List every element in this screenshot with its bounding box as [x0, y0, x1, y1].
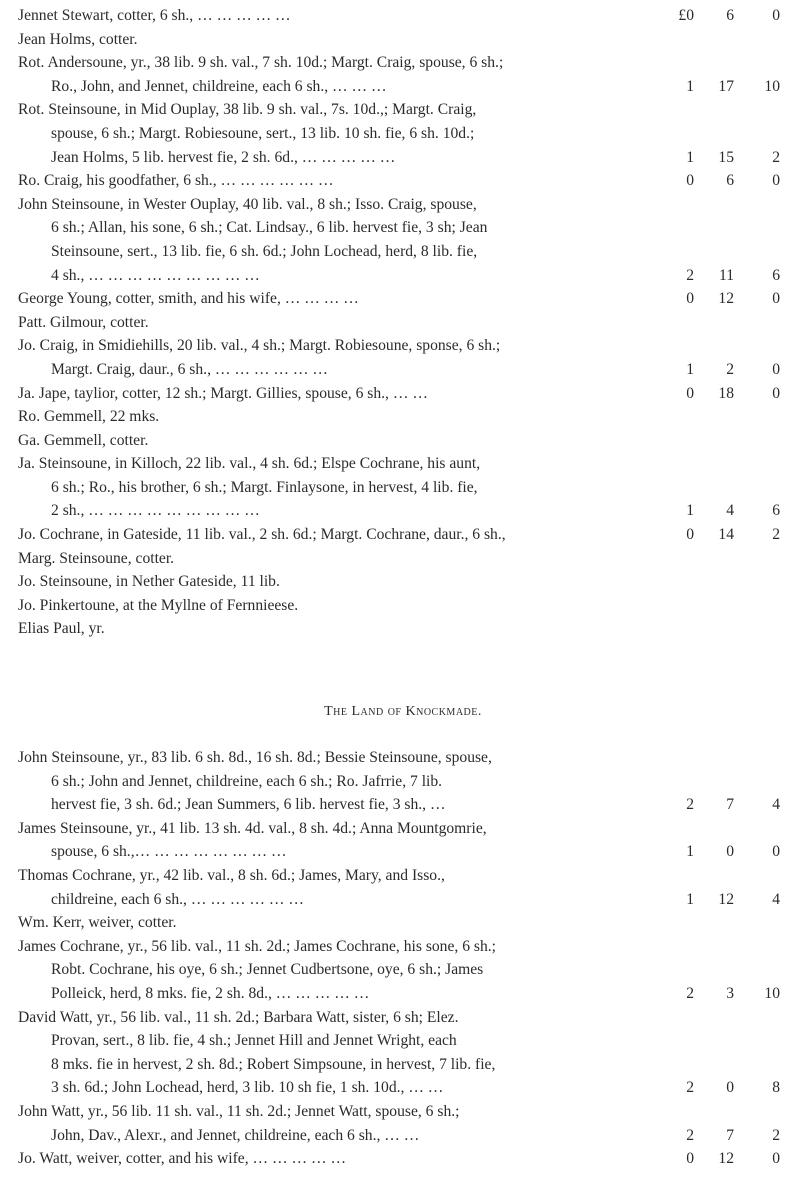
entry-text: Ro., John, and Jennet, childreine, each 6 sh., … … … [51, 77, 387, 95]
entry-line [18, 817, 788, 841]
entry-line [18, 1124, 788, 1148]
entry-line [18, 547, 788, 571]
amount-pence: 0 [772, 384, 780, 402]
entry-text: hervest fie, 3 sh. 6d.; Jean Summers, 6 lib. hervest fie, 3 sh., … [51, 796, 446, 814]
amount-pence: 0 [772, 7, 780, 24]
entry-line [18, 429, 788, 453]
amount-pence: 2 [772, 526, 780, 544]
entry-text: Jo. Cochrane, in Gateside, 11 lib. val., 2 sh. 6d.; Margt. Cochrane, daur., 6 sh., [18, 526, 506, 544]
entry-line [18, 452, 788, 476]
entry-text: 2 sh., … … … … … … … … … [51, 502, 260, 520]
ledger-entry [18, 570, 788, 594]
entry-text: Margt. Craig, daur., 6 sh., … … … … … … [51, 360, 328, 378]
amount-shillings: 12 [718, 1150, 734, 1168]
entry-line [18, 193, 788, 217]
amount-pounds: 1 [686, 502, 694, 520]
amount-shillings: 6 [726, 7, 734, 24]
amount-pounds: 2 [686, 796, 694, 814]
entry-line [18, 75, 788, 99]
entry-text: 3 sh. 6d.; John Lochead, herd, 3 lib. 10 sh fie, 1 sh. 10d., … … [51, 1079, 444, 1097]
ledger-entry [18, 28, 788, 52]
entry-text: Jennet Stewart, cotter, 6 sh., … … … … … [18, 7, 291, 24]
entry-line [18, 240, 788, 264]
amount [670, 793, 780, 817]
ledger-entry [18, 1006, 788, 1100]
amount-shillings: 4 [726, 502, 734, 520]
amount [670, 287, 780, 311]
entry-text: 8 mks. fie in hervest, 2 sh. 8d.; Robert Simpsoune, in hervest, 7 lib. fie, [51, 1055, 496, 1073]
amount-pence: 0 [772, 843, 780, 861]
amount-pounds: 1 [686, 890, 694, 908]
entry-line [18, 28, 788, 52]
ledger-entry [18, 817, 788, 864]
entry-text: Polleick, herd, 8 mks. fie, 2 sh. 8d., … … … … … [51, 984, 370, 1002]
entry-line [18, 888, 788, 912]
ledger-entry [18, 287, 788, 311]
entry-line [18, 264, 788, 288]
ledger-entry [18, 51, 788, 98]
entry-text: Thomas Cochrane, yr., 42 lib. val., 8 sh. 6d.; James, Mary, and Isso., [18, 866, 445, 884]
amount-shillings: 17 [718, 77, 734, 95]
amount-shillings: 7 [726, 1126, 734, 1144]
entry-text: Marg. Steinsoune, cotter. [18, 549, 175, 567]
amount-pence: 10 [764, 77, 780, 95]
entry-line [18, 122, 788, 146]
amount [670, 499, 780, 523]
ledger-entry [18, 746, 788, 817]
entry-line [18, 570, 788, 594]
ledger-entry [18, 935, 788, 1006]
amount [670, 1076, 780, 1100]
entry-text: John, Dav., Alexr., and Jennet, childreine, each 6 sh., … … [51, 1126, 420, 1144]
entry-text: James Cochrane, yr., 56 lib. val., 11 sh. 2d.; James Cochrane, his sone, 6 sh.; [18, 937, 496, 955]
amount [670, 1147, 780, 1171]
ledger-entry [18, 405, 788, 429]
entry-line [18, 1100, 788, 1124]
entry-line [18, 216, 788, 240]
amount [670, 358, 780, 382]
ledger-entry [18, 1100, 788, 1147]
amount-pounds: 2 [686, 1079, 694, 1097]
entry-text: Jo. Steinsoune, in Nether Gateside, 11 lib. [18, 573, 280, 591]
ledger-entry [18, 311, 788, 335]
entry-line [18, 1147, 788, 1171]
entry-line [18, 523, 788, 547]
amount-shillings: 2 [726, 360, 734, 378]
entry-line [18, 982, 788, 1006]
ledger-entry [18, 547, 788, 571]
amount-pence: 0 [772, 360, 780, 378]
ledger-entry [18, 452, 788, 523]
entry-text: George Young, cotter, smith, and his wife, … … … … [18, 290, 359, 308]
amount-shillings: 0 [726, 1079, 734, 1097]
entry-line [18, 405, 788, 429]
entry-text: Robt. Cochrane, his oye, 6 sh.; Jennet Cudbertsone, oye, 6 sh.; James [51, 961, 484, 979]
entry-text: 6 sh.; Ro., his brother, 6 sh.; Margt. Finlaysone, in hervest, 4 lib. fie, [51, 478, 478, 496]
amount [670, 75, 780, 99]
amount [670, 146, 780, 170]
entry-text: childreine, each 6 sh., … … … … … … [51, 890, 304, 908]
amount-pence: 4 [772, 890, 780, 908]
amount [670, 4, 780, 28]
amount-pence: 8 [772, 1079, 780, 1097]
entry-text: David Watt, yr., 56 lib. val., 11 sh. 2d.; Barbara Watt, sister, 6 sh; Elez. [18, 1008, 459, 1026]
entry-text: Jean Holms, 5 lib. hervest fie, 2 sh. 6d., … … … … … [51, 148, 396, 166]
amount [670, 523, 780, 547]
amount-pence: 0 [772, 172, 780, 190]
amount-pounds: £0 [678, 7, 694, 24]
entry-text: Ja. Steinsoune, in Killoch, 22 lib. val., 4 sh. 6d.; Elspe Cochrane, his aunt, [18, 455, 481, 473]
entry-line [18, 169, 788, 193]
entry-text: Ro. Gemmell, 22 mks. [18, 408, 160, 426]
ledger-entry [18, 382, 788, 406]
amount-shillings: 12 [718, 890, 734, 908]
entry-text: James Steinsoune, yr., 41 lib. 13 sh. 4d. val., 8 sh. 4d.; Anna Mountgomrie, [18, 819, 487, 837]
amount-pence: 4 [772, 796, 780, 814]
amount-pence: 10 [764, 984, 780, 1002]
amount-pounds: 1 [686, 360, 694, 378]
amount-pence: 6 [772, 266, 780, 284]
entry-line [18, 1006, 788, 1030]
entry-line [18, 958, 788, 982]
amount [670, 169, 780, 193]
amount [670, 982, 780, 1006]
entry-line [18, 382, 788, 406]
entry-text: Jean Holms, cotter. [18, 30, 138, 48]
ledger-entry [18, 594, 788, 618]
entry-line [18, 935, 788, 959]
ledger-entry [18, 911, 788, 935]
amount-shillings: 15 [718, 148, 734, 166]
entry-line [18, 1053, 788, 1077]
amount-shillings: 0 [726, 843, 734, 861]
amount [670, 1124, 780, 1148]
entry-line [18, 311, 788, 335]
entry-line [18, 746, 788, 770]
entry-text: Patt. Gilmour, cotter. [18, 313, 149, 331]
entry-line [18, 98, 788, 122]
entry-line [18, 770, 788, 794]
entry-text: 4 sh., … … … … … … … … … [51, 266, 260, 284]
entry-line [18, 864, 788, 888]
amount-pence: 0 [772, 1150, 780, 1168]
amount-pounds: 1 [686, 843, 694, 861]
entry-text: Provan, sert., 8 lib. fie, 4 sh.; Jennet Hill and Jennet Wright, each [51, 1032, 457, 1050]
amount-shillings: 18 [718, 384, 734, 402]
entry-text: John Watt, yr., 56 lib. 11 sh. val., 11 sh. 2d.; Jennet Watt, spouse, 6 sh.; [18, 1102, 460, 1120]
entry-text: Steinsoune, sert., 13 lib. fie, 6 sh. 6d.; John Lochead, herd, 8 lib. fie, [51, 242, 478, 260]
amount-pence: 6 [772, 502, 780, 520]
entry-text: John Steinsoune, in Wester Ouplay, 40 lib. val., 8 sh.; Isso. Craig, spouse, [18, 195, 477, 213]
amount-pounds: 1 [686, 148, 694, 166]
entry-line [18, 911, 788, 935]
amount-pounds: 0 [686, 172, 694, 190]
entry-text: Rot. Steinsoune, in Mid Ouplay, 38 lib. 9 sh. val., 7s. 10d.,; Margt. Craig, [18, 101, 477, 119]
entry-text: 6 sh.; John and Jennet, childreine, each 6 sh.; Ro. Jafrrie, 7 lib. [51, 772, 443, 790]
amount-pounds: 2 [686, 984, 694, 1002]
entry-line [18, 358, 788, 382]
amount [670, 382, 780, 406]
entry-text: Jo. Craig, in Smidiehills, 20 lib. val., 4 sh.; Margt. Robiesoune, sponse, 6 sh.; [18, 337, 501, 355]
ledger-entry [18, 617, 788, 641]
section-2 [18, 746, 788, 1171]
entry-text: Elias Paul, yr. [18, 620, 105, 638]
amount-shillings: 3 [726, 984, 734, 1002]
entry-text: John Steinsoune, yr., 83 lib. 6 sh. 8d., 16 sh. 8d.; Bessie Steinsoune, spouse, [18, 749, 492, 766]
amount-pounds: 2 [686, 266, 694, 284]
entry-line [18, 617, 788, 641]
entry-line [18, 793, 788, 817]
amount-pounds: 0 [686, 290, 694, 308]
entry-line [18, 334, 788, 358]
amount-shillings: 12 [718, 290, 734, 308]
ledger-entry [18, 334, 788, 381]
entry-text: spouse, 6 sh.; Margt. Robiesoune, sert., 13 lib. 10 sh. fie, 6 sh. 10d.; [51, 124, 475, 142]
entry-text: Wm. Kerr, weiver, cotter. [18, 914, 177, 932]
ledger-entry [18, 169, 788, 193]
amount-pounds: 0 [686, 384, 694, 402]
ledger-entry [18, 193, 788, 287]
amount-shillings: 7 [726, 796, 734, 814]
amount-pounds: 1 [686, 77, 694, 95]
amount-shillings: 14 [718, 526, 734, 544]
entry-text: Ga. Gemmell, cotter. [18, 431, 149, 449]
entry-line [18, 1029, 788, 1053]
entry-line [18, 4, 788, 28]
ledger-entry [18, 98, 788, 169]
amount-shillings: 11 [718, 266, 734, 284]
entry-text: 6 sh.; Allan, his sone, 6 sh.; Cat. Lindsay., 6 lib. hervest fie, 3 sh; Jean [51, 219, 488, 237]
amount-shillings: 6 [726, 172, 734, 190]
entry-line [18, 287, 788, 311]
ledger-entry [18, 523, 788, 547]
entry-line [18, 499, 788, 523]
amount-pence: 2 [772, 1126, 780, 1144]
section-1 [18, 4, 788, 641]
amount [670, 888, 780, 912]
entry-text: Jo. Pinkertoune, at the Myllne of Fernnieese. [18, 596, 299, 614]
amount [670, 264, 780, 288]
amount [670, 840, 780, 864]
ledger-entry [18, 1147, 788, 1171]
section-heading: The Land of Knockmade. [324, 704, 482, 719]
entry-text: Rot. Andersoune, yr., 38 lib. 9 sh. val., 7 sh. 10d.; Margt. Craig, spouse, 6 sh.; [18, 54, 504, 72]
entry-line [18, 1076, 788, 1100]
entry-line [18, 146, 788, 170]
ledger-entry [18, 4, 788, 28]
entry-line [18, 594, 788, 618]
amount-pence: 2 [772, 148, 780, 166]
entry-line [18, 51, 788, 75]
ledger-entry [18, 864, 788, 911]
entry-text: Ja. Jape, taylior, cotter, 12 sh.; Margt. Gillies, spouse, 6 sh., … … [18, 384, 428, 402]
entry-text: spouse, 6 sh.,… … … … … … … … [51, 843, 287, 861]
amount-pounds: 0 [686, 526, 694, 544]
amount-pounds: 0 [686, 1150, 694, 1168]
ledger-entry [18, 429, 788, 453]
entry-line [18, 840, 788, 864]
amount-pence: 0 [772, 290, 780, 308]
entry-text: Ro. Craig, his goodfather, 6 sh., … … … … … … [18, 172, 334, 190]
entry-text: Jo. Watt, weiver, cotter, and his wife, … … … … … [18, 1150, 347, 1168]
amount-pounds: 2 [686, 1126, 694, 1144]
entry-line [18, 476, 788, 500]
